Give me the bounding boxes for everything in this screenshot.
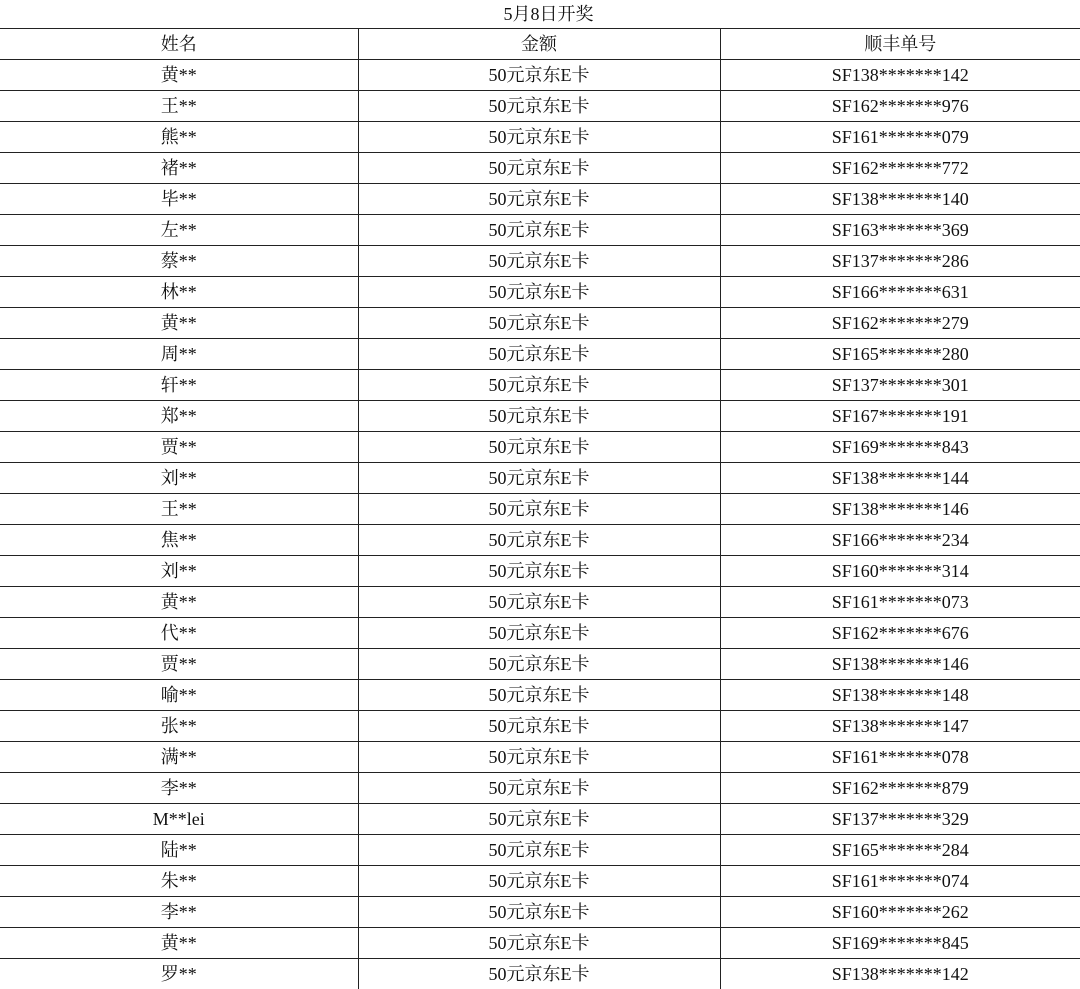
prize-amount-cell: 50元京东E卡 [358, 742, 720, 773]
prize-amount-cell: 50元京东E卡 [358, 277, 720, 308]
tracking-number-cell: SF137*******286 [720, 246, 1080, 277]
tracking-number-cell: SF138*******146 [720, 494, 1080, 525]
prize-amount-cell: 50元京东E卡 [358, 60, 720, 91]
tracking-number-cell: SF138*******142 [720, 959, 1080, 989]
winner-name-cell: 周** [0, 339, 358, 370]
tracking-number-cell: SF160*******314 [720, 556, 1080, 587]
prize-amount-cell: 50元京东E卡 [358, 649, 720, 680]
tracking-number-cell: SF161*******079 [720, 122, 1080, 153]
winner-name-cell: 左** [0, 215, 358, 246]
winner-name-cell: 张** [0, 711, 358, 742]
tracking-number-cell: SF162*******676 [720, 618, 1080, 649]
prize-amount-cell: 50元京东E卡 [358, 897, 720, 928]
tracking-number-cell: SF167*******191 [720, 401, 1080, 432]
prize-amount-cell: 50元京东E卡 [358, 91, 720, 122]
table-row [0, 122, 1080, 153]
winner-name-cell: 毕** [0, 184, 358, 215]
table-row [0, 928, 1080, 959]
table-row [0, 494, 1080, 525]
tracking-number-cell: SF162*******879 [720, 773, 1080, 804]
tracking-number-cell: SF162*******772 [720, 153, 1080, 184]
winner-name-cell: 满** [0, 742, 358, 773]
prize-amount-cell: 50元京东E卡 [358, 153, 720, 184]
table-row [0, 897, 1080, 928]
table-row [0, 680, 1080, 711]
prize-amount-cell: 50元京东E卡 [358, 463, 720, 494]
table-row [0, 184, 1080, 215]
tracking-number-cell: SF138*******148 [720, 680, 1080, 711]
winner-name-cell: 轩** [0, 370, 358, 401]
winner-name-cell: 朱** [0, 866, 358, 897]
tracking-number-cell: SF160*******262 [720, 897, 1080, 928]
winner-name-cell: 黄** [0, 587, 358, 618]
winner-name-cell: 黄** [0, 308, 358, 339]
tracking-number-cell: SF162*******976 [720, 91, 1080, 122]
prize-amount-cell: 50元京东E卡 [358, 928, 720, 959]
tracking-number-cell: SF161*******074 [720, 866, 1080, 897]
winner-name-cell: 王** [0, 91, 358, 122]
table-row [0, 618, 1080, 649]
tracking-number-cell: SF138*******146 [720, 649, 1080, 680]
prize-amount-cell: 50元京东E卡 [358, 432, 720, 463]
prize-amount-cell: 50元京东E卡 [358, 525, 720, 556]
winner-name-cell: 喻** [0, 680, 358, 711]
table-row [0, 525, 1080, 556]
prize-amount-cell: 50元京东E卡 [358, 370, 720, 401]
winner-name-cell: M**lei [0, 804, 358, 835]
prize-amount-cell: 50元京东E卡 [358, 308, 720, 339]
prize-amount-cell: 50元京东E卡 [358, 680, 720, 711]
winner-name-cell: 熊** [0, 122, 358, 153]
prize-amount-cell: 50元京东E卡 [358, 556, 720, 587]
winner-name-cell: 陆** [0, 835, 358, 866]
tracking-number-cell: SF161*******078 [720, 742, 1080, 773]
tracking-number-cell: SF162*******279 [720, 308, 1080, 339]
table-row [0, 556, 1080, 587]
table-row [0, 60, 1080, 91]
table-row [0, 215, 1080, 246]
prize-amount-cell: 50元京东E卡 [358, 711, 720, 742]
prize-amount-cell: 50元京东E卡 [358, 215, 720, 246]
winner-name-cell: 贾** [0, 432, 358, 463]
prize-amount-cell: 50元京东E卡 [358, 618, 720, 649]
table-row [0, 339, 1080, 370]
winner-name-cell: 贾** [0, 649, 358, 680]
winner-name-cell: 刘** [0, 463, 358, 494]
tracking-number-cell: SF169*******843 [720, 432, 1080, 463]
winner-name-cell: 蔡** [0, 246, 358, 277]
prize-amount-cell: 50元京东E卡 [358, 122, 720, 153]
table-row [0, 246, 1080, 277]
winner-name-cell: 焦** [0, 525, 358, 556]
table-row [0, 91, 1080, 122]
tracking-number-cell: SF166*******234 [720, 525, 1080, 556]
tracking-number-cell: SF165*******284 [720, 835, 1080, 866]
winner-name-cell: 代** [0, 618, 358, 649]
winner-name-cell: 王** [0, 494, 358, 525]
tracking-number-cell: SF169*******845 [720, 928, 1080, 959]
winner-name-cell: 李** [0, 897, 358, 928]
table-row [0, 153, 1080, 184]
tracking-number-cell: SF166*******631 [720, 277, 1080, 308]
prize-amount-cell: 50元京东E卡 [358, 494, 720, 525]
table-body [0, 60, 1080, 989]
table-row [0, 773, 1080, 804]
prize-amount-cell: 50元京东E卡 [358, 835, 720, 866]
winner-name-cell: 李** [0, 773, 358, 804]
page-title: 5月8日开奖 [0, 0, 1080, 28]
prize-amount-cell: 50元京东E卡 [358, 339, 720, 370]
header-amount: 金额 [358, 29, 720, 60]
prize-amount-cell: 50元京东E卡 [358, 866, 720, 897]
table-row [0, 959, 1080, 989]
prize-amount-cell: 50元京东E卡 [358, 246, 720, 277]
tracking-number-cell: SF165*******280 [720, 339, 1080, 370]
table-row [0, 742, 1080, 773]
winner-name-cell: 黄** [0, 928, 358, 959]
tracking-number-cell: SF138*******144 [720, 463, 1080, 494]
tracking-number-cell: SF138*******142 [720, 60, 1080, 91]
winner-name-cell: 刘** [0, 556, 358, 587]
prize-amount-cell: 50元京东E卡 [358, 401, 720, 432]
tracking-number-cell: SF137*******301 [720, 370, 1080, 401]
tracking-number-cell: SF137*******329 [720, 804, 1080, 835]
table-row [0, 866, 1080, 897]
winners-table [0, 28, 1080, 989]
table-row [0, 277, 1080, 308]
table-row [0, 432, 1080, 463]
table-row [0, 463, 1080, 494]
prize-amount-cell: 50元京东E卡 [358, 959, 720, 989]
tracking-number-cell: SF163*******369 [720, 215, 1080, 246]
table-row [0, 401, 1080, 432]
winner-name-cell: 林** [0, 277, 358, 308]
table-row [0, 308, 1080, 339]
winner-name-cell: 郑** [0, 401, 358, 432]
table-row [0, 804, 1080, 835]
header-tracking-number: 顺丰单号 [720, 29, 1080, 60]
table-header-row [0, 29, 1080, 60]
prize-amount-cell: 50元京东E卡 [358, 804, 720, 835]
table-row [0, 835, 1080, 866]
winner-name-cell: 罗** [0, 959, 358, 989]
tracking-number-cell: SF138*******140 [720, 184, 1080, 215]
prize-amount-cell: 50元京东E卡 [358, 773, 720, 804]
table-row [0, 649, 1080, 680]
table-row [0, 587, 1080, 618]
prize-amount-cell: 50元京东E卡 [358, 587, 720, 618]
prize-amount-cell: 50元京东E卡 [358, 184, 720, 215]
winner-name-cell: 黄** [0, 60, 358, 91]
tracking-number-cell: SF161*******073 [720, 587, 1080, 618]
table-row [0, 711, 1080, 742]
winner-name-cell: 褚** [0, 153, 358, 184]
tracking-number-cell: SF138*******147 [720, 711, 1080, 742]
table-row [0, 370, 1080, 401]
header-name: 姓名 [0, 29, 358, 60]
